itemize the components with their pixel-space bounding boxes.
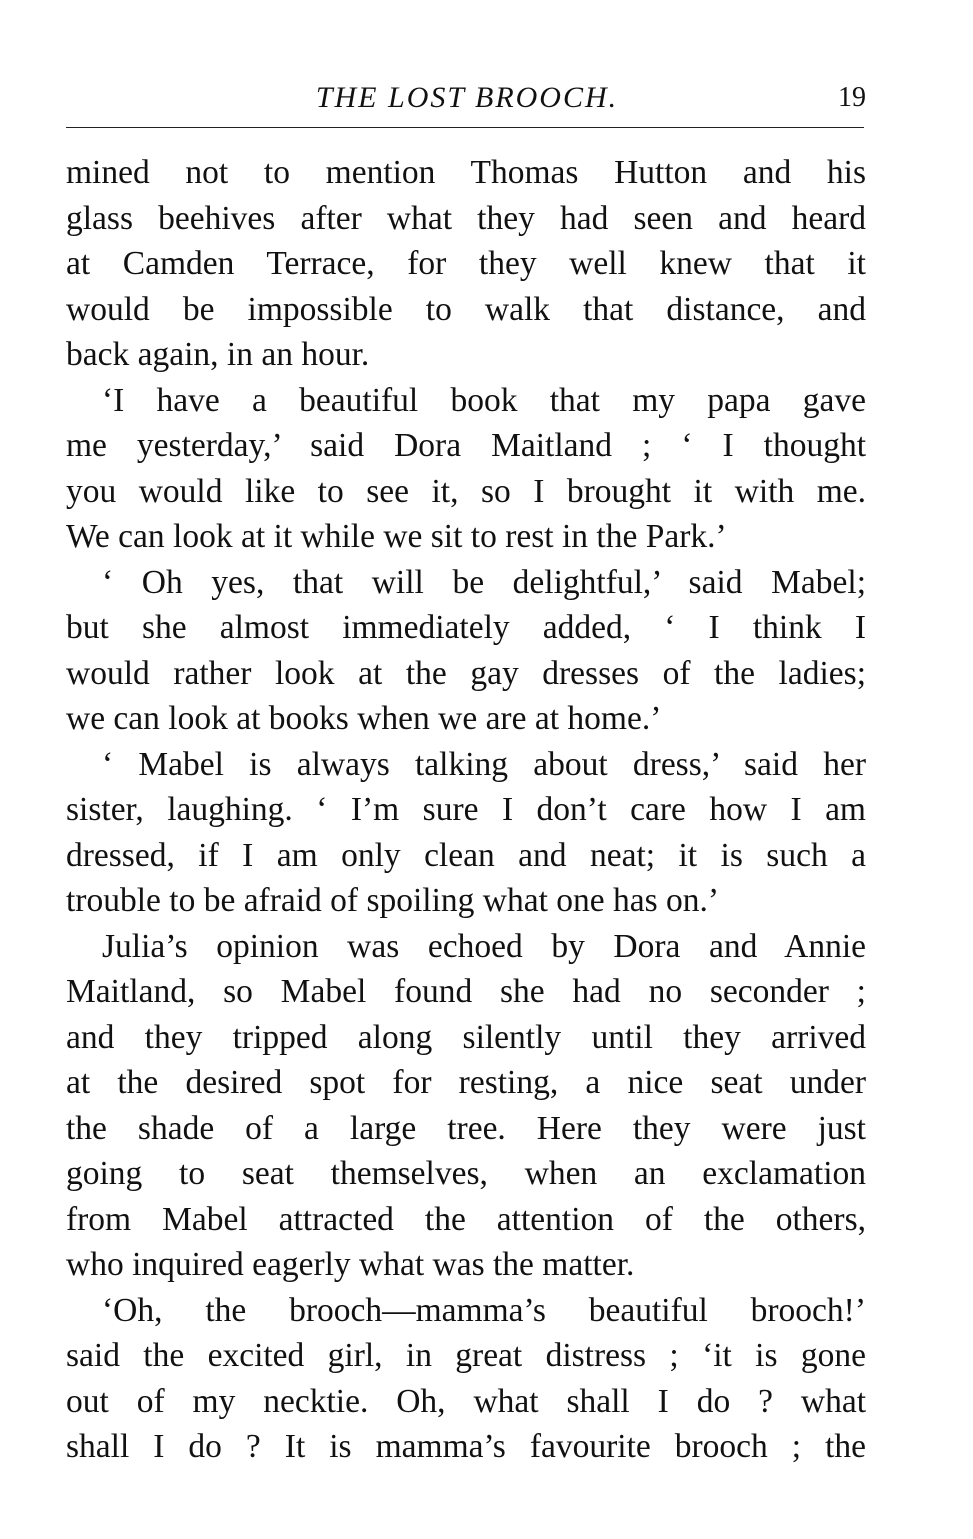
running-title: THE LOST BROOCH.	[315, 81, 619, 114]
text-line: going to seat themselves, when an exclamation	[66, 1155, 866, 1192]
text-line: and they tripped along silently until they arrived	[66, 1018, 866, 1056]
text-line: back again, in an hour.	[66, 336, 370, 373]
page-header	[66, 78, 868, 122]
text-line: at the desired spot for resting, a nice seat under	[66, 1064, 866, 1101]
text-line: shall I do ? It is mamma’s favourite brooch ; the	[66, 1428, 866, 1465]
header-rule	[66, 127, 864, 128]
text-line: said the excited girl, in great distress ; ‘it is gone	[66, 1337, 866, 1374]
text-line: Maitland, so Mabel found she had no seconder ;	[66, 973, 866, 1010]
text-line: but she almost immediately added, ‘ I think I	[66, 609, 866, 646]
text-line: would be impossible to walk that distance, and	[66, 290, 866, 328]
text-line: We can look at it while we sit to rest in the Park.’	[66, 518, 727, 555]
text-line: Julia’s opinion was echoed by Dora and Annie	[102, 927, 866, 965]
text-line: ‘ Mabel is always talking about dress,’ said her	[102, 745, 866, 783]
text-line: dressed, if I am only clean and neat; it is such a	[66, 836, 866, 874]
text-line: from Mabel attracted the attention of the others,	[66, 1200, 866, 1238]
text-line: you would like to see it, so I brought it with me.	[66, 472, 866, 510]
body-text	[66, 150, 866, 1470]
text-line: we can look at books when we are at home.’	[66, 700, 662, 737]
text-line: me yesterday,’ said Dora Maitland ; ‘ I thought	[66, 427, 866, 464]
text-line: mined not to mention Thomas Hutton and his	[66, 154, 866, 191]
text-line: would rather look at the gay dresses of the ladies;	[66, 654, 866, 692]
text-line: ‘I have a beautiful book that my papa gave	[102, 381, 866, 419]
text-line: ‘Oh, the brooch—mamma’s beautiful brooch!’	[102, 1291, 866, 1329]
text-line: trouble to be afraid of spoiling what one has on.’	[66, 882, 720, 919]
text-line: sister, laughing. ‘ I’m sure I don’t care how I am	[66, 791, 866, 828]
text-line: glass beehives after what they had seen and heard	[66, 199, 866, 237]
text-line: out of my necktie. Oh, what shall I do ? what	[66, 1382, 866, 1420]
text-line: the shade of a large tree. Here they were just	[66, 1109, 866, 1147]
page-number: 19	[838, 82, 866, 113]
text-line: who inquired eagerly what was the matter.	[66, 1246, 635, 1283]
text-line: at Camden Terrace, for they well knew that it	[66, 245, 866, 282]
text-line: ‘ Oh yes, that will be delightful,’ said Mabel;	[102, 563, 866, 601]
